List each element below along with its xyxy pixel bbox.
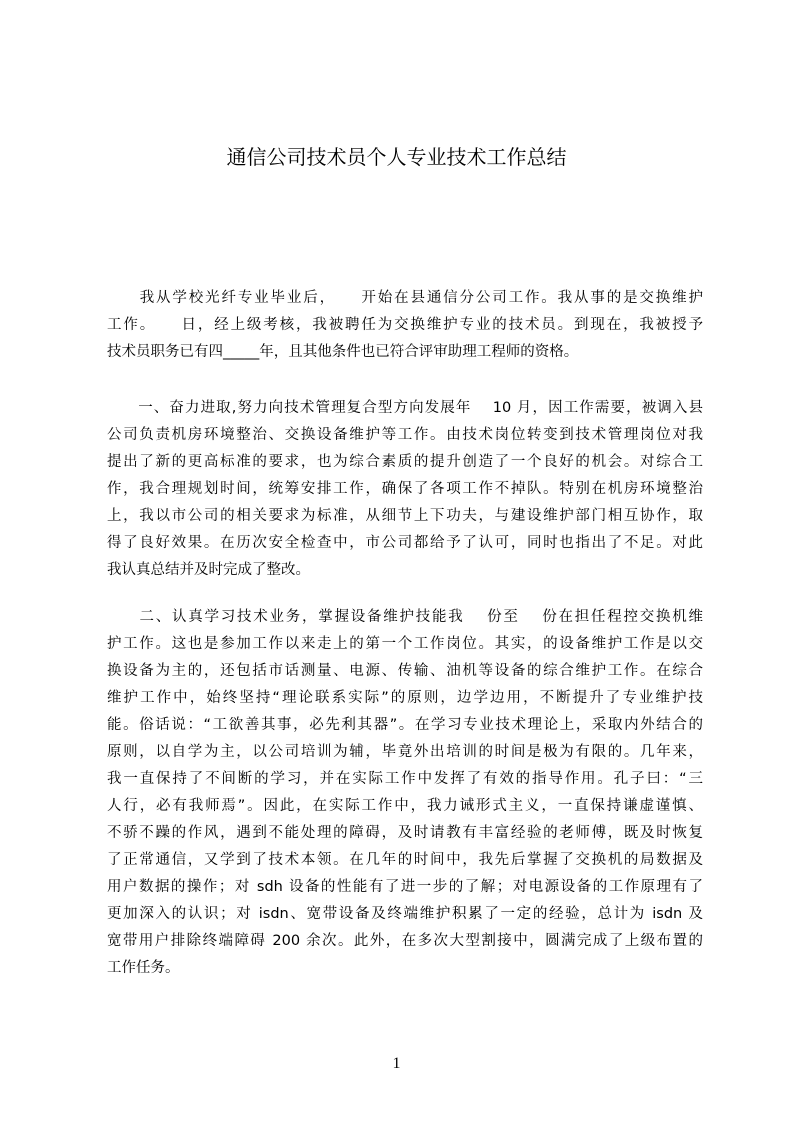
paragraph-section-one [107, 395, 703, 584]
text-line: 更加深入的认识；对 isdn、宽带设备及终端维护积累了一定的经验，总计为 isdn 及 [107, 906, 703, 922]
text-line: 能。俗话说：“工欲善其事，必先利其器”。在学习专业技术理论上，采取内外结合的 [107, 717, 703, 733]
text-line: 人行，必有我师焉”。因此，在实际工作中，我力诫形式主义，一直保持谦虚谨慎、 [107, 798, 703, 814]
text-line: 用户数据的操作；对 sdh 设备的性能有了进一步的了解；对电源设备的工作原理有了 [107, 879, 703, 895]
text-line: 维护工作中，始终坚持“理论联系实际”的原则，边学边用，不断提升了专业维护技 [107, 690, 703, 706]
text-line: 一、奋力进取,努力向技术管理复合型方向发展年 10 月，因工作需要，被调入县 [107, 400, 703, 416]
text-line: 护工作。这也是参加工作以来走上的第一个工作岗位。其实，的设备维护工作是以交 [107, 636, 703, 652]
text-line: 工作任务。 [107, 960, 180, 976]
text-line: 宽带用户排除终端障碍 200 余次。此外，在多次大型割接中，圆满完成了上级布置的 [107, 933, 703, 949]
text-line: 作，我合理规划时间，统筹安排工作，确保了各项工作不掉队。特别在机房环境整治 [107, 481, 703, 497]
paragraph-section-two [107, 604, 703, 982]
text-line: 原则，以自学为主，以公司培训为辅，毕竟外出培训的时间是极为有限的。几年来， [107, 744, 703, 760]
text-line: 工作。 日，经上级考核，我被聘任为交换维护专业的技术员。到现在，我被授予 [107, 317, 703, 333]
text-line: 上，我以市公司的相关要求为标准，从细节上下功夫，与建设维护部门相互协作，取 [107, 508, 703, 524]
text-line: 得了良好效果。在历次安全检查中，市公司都给予了认可，同时也指出了不足。对此 [107, 535, 703, 551]
text-line: 提出了新的更高标准的要求，也为综合素质的提升创造了一个良好的机会。对综合工 [107, 454, 703, 470]
text-line: 我从学校光纤专业毕业后， 开始在县通信分公司工作。我从事的是交换维护 [107, 290, 703, 306]
text-line: 我一直保持了不间断的学习，并在实际工作中发挥了有效的指导作用。孔子曰：“三 [107, 771, 703, 787]
text-line: 不骄不躁的作风，遇到不能处理的障碍，及时请教有丰富经验的老师傅，既及时恢复 [107, 825, 703, 841]
page-number: 1 [392, 1055, 401, 1072]
text-line: 技术员职务已有四_____年，且其他条件也已符合评审助理工程师的资格。 [107, 344, 579, 360]
paragraph-intro [107, 285, 703, 366]
text-line: 二、认真学习技术业务，掌握设备维护技能我 份至 份在担任程控交换机维 [107, 609, 703, 625]
text-line: 了正常通信，又学到了技术本领。在几年的时间中，我先后掌握了交换机的局数据及 [107, 852, 703, 868]
text-line: 公司负责机房环境整治、交换设备维护等工作。由技术岗位转变到技术管理岗位对我 [107, 427, 703, 443]
document-title: 通信公司技术员个人专业技术工作总结 [226, 145, 567, 169]
text-line: 换设备为主的，还包括市话测量、电源、传输、油机等设备的综合维护工作。在综合 [107, 663, 703, 679]
text-line: 我认真总结并及时完成了整改。 [107, 562, 310, 578]
